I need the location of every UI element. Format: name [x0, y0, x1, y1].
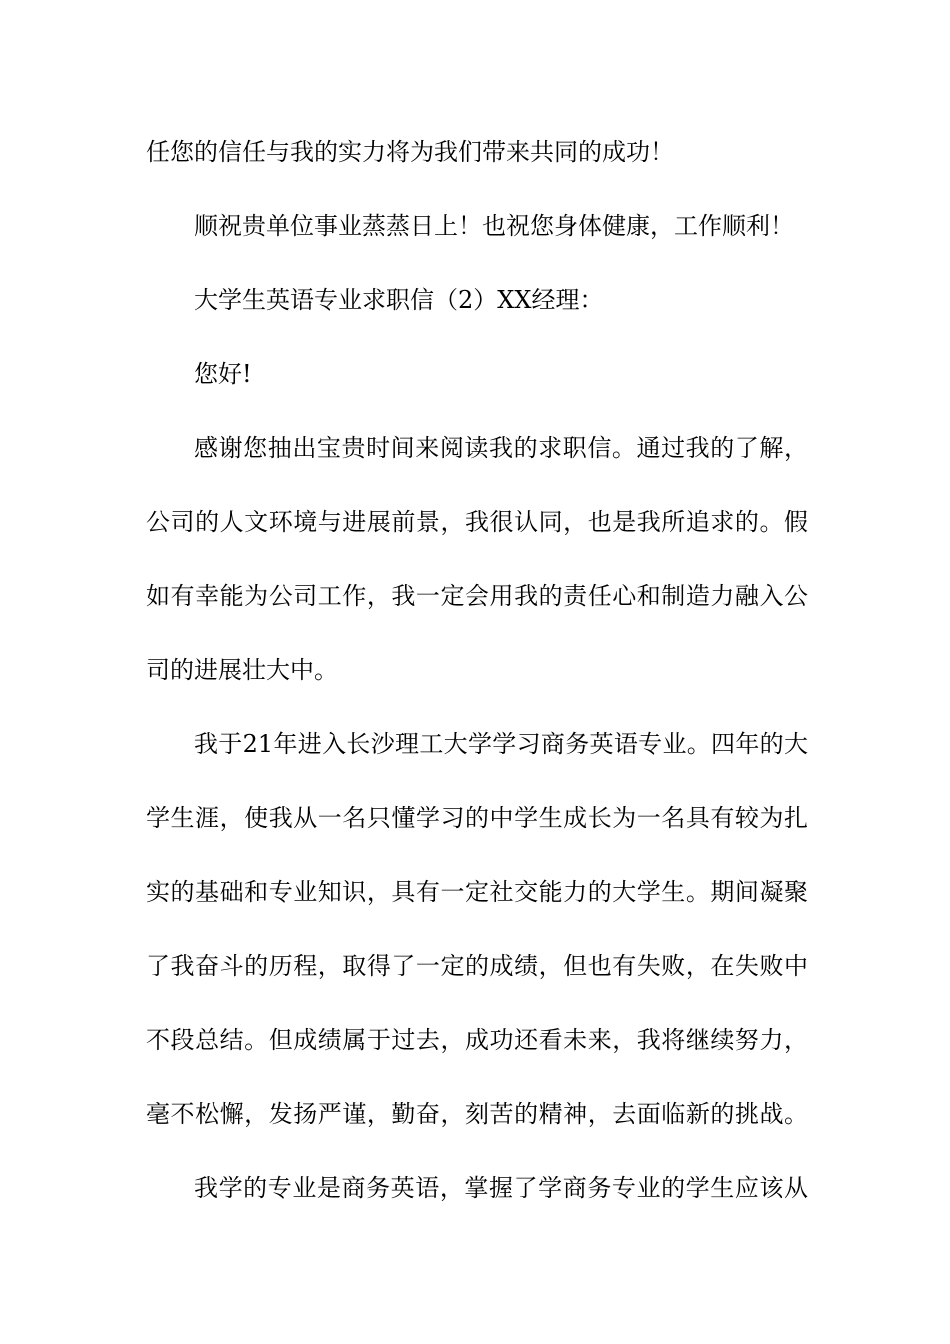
text-line: 司的进展壮大中。: [146, 656, 338, 684]
text-line: 我学的专业是商务英语，掌握了学商务专业的学生应该从: [194, 1174, 808, 1202]
text-line: 毫不松懈，发扬严谨，勤奋，刻苦的精神，去面临新的挑战。: [146, 1100, 808, 1128]
greeting: 您好!: [194, 360, 252, 388]
text-line: 如有幸能为公司工作，我一定会用我的责任心和制造力融入公: [146, 582, 808, 610]
closing-wishes: 顺祝贵单位事业蒸蒸日上！也祝您身体健康，工作顺利！: [194, 212, 794, 240]
text-line: 实的基础和专业知识，具有一定社交能力的大学生。期间凝聚: [146, 878, 808, 906]
letter-body: [146, 132, 808, 1242]
letter-heading: 大学生英语专业求职信（2）XX经理：: [194, 286, 604, 314]
text-line: 我于21年进入长沙理工大学学习商务英语专业。四年的大: [194, 730, 808, 758]
text-line: 感谢您抽出宝贵时间来阅读我的求职信。通过我的了解，: [194, 434, 808, 462]
text-line: 任您的信任与我的实力将为我们带来共同的成功！: [146, 138, 674, 166]
text-line: 不段总结。但成绩属于过去，成功还看未来，我将继续努力，: [146, 1026, 808, 1054]
text-line: 了我奋斗的历程，取得了一定的成绩，但也有失败，在失败中: [146, 952, 808, 980]
text-line: 公司的人文环境与进展前景，我很认同，也是我所追求的。假: [146, 508, 808, 536]
text-line: 学生涯，使我从一名只懂学习的中学生成长为一名具有较为扎: [146, 804, 808, 832]
